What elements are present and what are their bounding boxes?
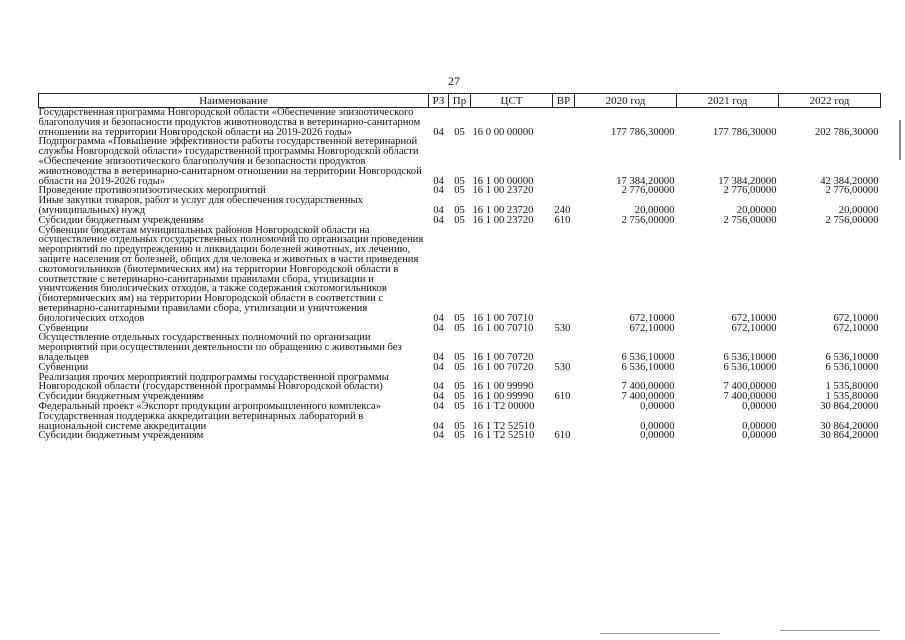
cell-pr: 05 [454, 400, 465, 412]
cell-y2020: 0,00000 [640, 420, 675, 432]
scan-edge-mark [899, 120, 901, 160]
cell-vr: 610 [554, 391, 571, 403]
cell-name: Подпрограмма «Повышение эффективности работы государственной ветеринарной службы Новгородской области» государственной программы Новгородской области «Обеспечение эпизоотического благополучия и безопасности продуктов животноводства в ветеринарно-санитарном отношении на территории Новгородской области на 2019-2026 годы» [38, 136, 422, 187]
cell-rz: 04 [433, 126, 444, 138]
cell-pr: 05 [454, 381, 465, 393]
cell-pr: 05 [454, 351, 465, 363]
cell-y2020: 672,10000 [629, 322, 675, 334]
cell-vr [553, 373, 575, 393]
cell-pr: 05 [454, 126, 465, 138]
cell-y2020: 17 384,20000 [616, 175, 675, 187]
cell-y2022: 6 536,10000 [825, 351, 879, 363]
header-rz: РЗ [429, 94, 449, 108]
cell-name: Проведение противоэпизоотических мероприятий [38, 185, 266, 197]
cell-y2020: 6 536,10000 [621, 351, 675, 363]
cell-y2021: 672,10000 [731, 322, 777, 334]
cell-y2022: 30 864,20000 [820, 430, 879, 442]
cell-y2021: 0,00000 [742, 400, 777, 412]
cell-rz: 04 [433, 391, 444, 403]
cell-name: Осуществление отдельных государственных полномочий по организации мероприятий при осуществлении деятельности по обращению с животными без владельцев [38, 332, 402, 363]
cell-cst: 16 1 00 99990 [472, 381, 534, 393]
cell-pr: 05 [454, 214, 465, 226]
cell-cst: 16 1 00 99990 [472, 391, 534, 403]
cell-y2021: 7 400,00000 [723, 381, 777, 393]
table-row [39, 431, 881, 441]
cell-name: Субвенции [38, 322, 89, 334]
cell-vr: 530 [554, 361, 571, 373]
cell-y2022: 30 864,20000 [820, 400, 879, 412]
cell-vr [553, 137, 575, 186]
cell-y2020: 0,00000 [640, 400, 675, 412]
cell-cst: 16 1 T2 52510 [472, 420, 535, 432]
cell-vr: 530 [554, 322, 571, 334]
header-pr: Пр [449, 94, 471, 108]
cell-pr: 05 [454, 175, 465, 187]
cell-vr [553, 333, 575, 362]
header-2020: 2020 год [575, 94, 677, 108]
header-2021: 2021 год [677, 94, 779, 108]
cell-vr [553, 226, 575, 324]
scan-bottom-mark [780, 630, 880, 631]
cell-y2021: 0,00000 [742, 420, 777, 432]
header-vr: ВР [553, 94, 575, 108]
cell-rz: 04 [433, 204, 444, 216]
cell-y2021: 17 384,20000 [718, 175, 777, 187]
cell-pr: 05 [454, 322, 465, 334]
cell-rz: 04 [433, 214, 444, 226]
cell-vr [553, 412, 575, 432]
cell-y2022: 1 535,80000 [825, 391, 879, 403]
cell-y2021: 177 786,30000 [712, 126, 777, 138]
cell-pr: 05 [454, 185, 465, 197]
page-number: 27 [448, 74, 460, 88]
table-row [39, 196, 881, 216]
cell-name: Субвенции [38, 361, 89, 373]
cell-y2020: 7 400,00000 [621, 381, 675, 393]
cell-y2021: 2 776,00000 [723, 185, 777, 197]
cell-y2020: 20,00000 [634, 204, 675, 216]
cell-name: Реализация прочих мероприятий подпрограммы государственной программы Новгородской области (государственной программы Новгородской области) [38, 371, 389, 393]
table-row [39, 108, 881, 138]
table-row [39, 373, 881, 393]
cell-cst: 16 1 T2 52510 [472, 430, 535, 442]
cell-y2020: 2 756,00000 [621, 214, 675, 226]
cell-cst: 16 1 00 70710 [472, 312, 534, 324]
cell-y2022: 672,10000 [833, 312, 879, 324]
cell-y2022: 1 535,80000 [825, 381, 879, 393]
cell-vr [553, 108, 575, 138]
table-row [39, 226, 881, 324]
cell-cst: 16 1 T2 00000 [472, 400, 535, 412]
cell-y2021: 2 756,00000 [723, 214, 777, 226]
cell-y2022: 2 756,00000 [825, 214, 879, 226]
cell-rz: 04 [433, 322, 444, 334]
cell-rz: 04 [433, 361, 444, 373]
cell-y2022: 30 864,20000 [820, 420, 879, 432]
cell-y2021: 20,00000 [736, 204, 777, 216]
cell-cst: 16 1 00 70720 [472, 361, 534, 373]
cell-y2020: 0,00000 [640, 430, 675, 442]
cell-y2022: 202 786,30000 [814, 126, 879, 138]
cell-cst: 16 1 00 23720 [472, 214, 534, 226]
cell-vr: 610 [554, 214, 571, 226]
table-row [39, 137, 881, 186]
cell-rz: 04 [433, 400, 444, 412]
cell-y2021: 672,10000 [731, 312, 777, 324]
cell-y2022: 20,00000 [838, 204, 879, 216]
cell-cst: 16 1 00 70710 [472, 322, 534, 334]
cell-vr: 610 [554, 430, 571, 442]
cell-y2022: 672,10000 [833, 322, 879, 334]
cell-vr: 240 [554, 204, 571, 216]
cell-y2020: 6 536,10000 [621, 361, 675, 373]
header-cst: ЦСТ [471, 94, 553, 108]
cell-y2022: 42 384,20000 [820, 175, 879, 187]
cell-vr [553, 186, 575, 196]
table-row [39, 412, 881, 432]
cell-y2020: 7 400,00000 [621, 391, 675, 403]
cell-rz: 04 [433, 430, 444, 442]
cell-y2021: 6 536,10000 [723, 351, 777, 363]
cell-cst: 16 1 00 23720 [472, 204, 534, 216]
cell-y2020: 2 776,00000 [621, 185, 675, 197]
budget-table [38, 93, 881, 441]
scan-bottom-mark [600, 633, 720, 634]
cell-y2020: 672,10000 [629, 312, 675, 324]
cell-y2022: 2 776,00000 [825, 185, 879, 197]
header-row [39, 94, 881, 108]
cell-cst: 16 0 00 00000 [472, 126, 534, 138]
cell-name: Субсидии бюджетным учреждениям [38, 391, 204, 403]
cell-pr: 05 [454, 361, 465, 373]
cell-name: Государственная поддержка аккредитации ветеринарных лабораторий в национальной системе аккредитации [38, 410, 364, 432]
cell-pr: 05 [454, 391, 465, 403]
cell-pr: 05 [454, 420, 465, 432]
cell-y2020: 177 786,30000 [610, 126, 675, 138]
cell-pr: 05 [454, 430, 465, 442]
header-2022: 2022 год [779, 94, 881, 108]
cell-cst: 16 1 00 70720 [472, 351, 534, 363]
cell-cst: 16 1 00 00000 [472, 175, 534, 187]
cell-name: Субсидии бюджетным учреждениям [38, 214, 204, 226]
cell-y2021: 7 400,00000 [723, 391, 777, 403]
cell-vr [553, 402, 575, 412]
cell-rz: 04 [433, 381, 444, 393]
cell-rz: 04 [433, 175, 444, 187]
header-name: Наименование [39, 94, 429, 108]
cell-name: Субсидии бюджетным учреждениям [38, 430, 204, 442]
cell-rz: 04 [433, 185, 444, 197]
cell-y2021: 0,00000 [742, 430, 777, 442]
cell-rz: 04 [433, 351, 444, 363]
cell-name: Иные закупки товаров, работ и услуг для обеспечения государственных (муниципальных) нужд [38, 195, 363, 216]
cell-pr: 05 [454, 204, 465, 216]
cell-rz: 04 [433, 312, 444, 324]
cell-name: Субвенции бюджетам муниципальных районов Новгородской области на осуществление отдельных государственных полномочий по организации проведения мероприятий по предупреждению и ликвидации болезней животных, их лечению, защите населения от болезней, общих для человека и животных в части приведения скотомогильников (биотермических ям) на территории Новгородской области в соответствие с ветеринарно-санитарными правилами сбора, утилизации и уничтожения биологических отходов, а также содержания скотомогильников (биотермических ям) на территории Новгородской области в соответствии с ветеринарно-санитарными правилами сбора, утилизации и уничтожения биологических отходов [38, 224, 424, 324]
cell-cst: 16 1 00 23720 [472, 185, 534, 197]
cell-name: Государственная программа Новгородской области «Обеспечение эпизоотического благополучия и безопасности продуктов животноводства в ветеринарно-санитарном отношении на территории Новгородской области на 2019-2026 годы» [38, 107, 421, 138]
cell-pr: 05 [454, 312, 465, 324]
cell-name: Федеральный проект «Экспорт продукции агропромышленного комплекса» [38, 400, 382, 412]
table-row [39, 333, 881, 362]
cell-y2022: 6 536,10000 [825, 361, 879, 373]
cell-y2021: 6 536,10000 [723, 361, 777, 373]
cell-rz: 04 [433, 420, 444, 432]
